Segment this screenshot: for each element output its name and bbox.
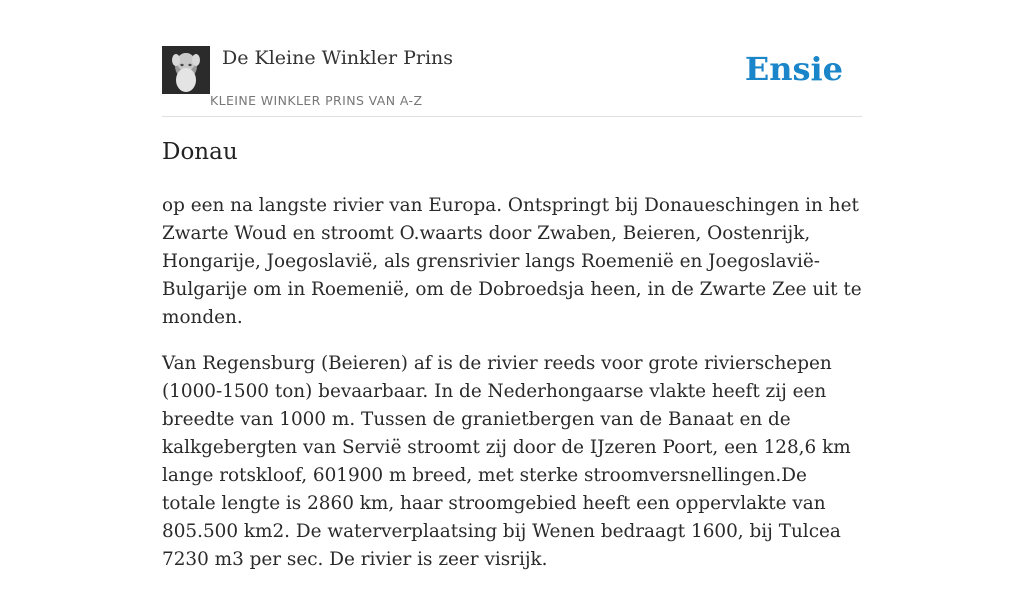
source-title[interactable]: De Kleine Winkler Prins [222,47,454,69]
ensie-logo[interactable]: Ensie [744,50,843,88]
source-subtitle[interactable]: KLEINE WINKLER PRINS VAN A-Z [210,93,423,108]
article-paragraph: Van Regensburg (Beieren) af is de rivier reeds voor grote rivierschepen (1000-1500 ton) bevaarbaar. In de Nederhongaarse vlakte heeft zij een breedte van 1000 m. Tussen de granietbergen van de Banaat en de kalkgebergten van Servië stroomt zij door de IJzeren Poort, een 128,6 km lange rotskloof, 601900 m breed, met sterke stroomversnellingen.De totale lengte is 2860 km, haar stroomgebied heeft een oppervlakte van 805.500 km2. De waterverplaatsing bij Wenen bedraagt 1600, bij Tulcea 7230 m3 per sec. De rivier is zeer visrijk. [162,353,851,570]
article-title: Donau [162,139,238,165]
article-body [162,192,866,592]
source-header [162,46,862,117]
portrait-avatar-icon[interactable] [162,46,210,94]
article-paragraph: op een na langste rivier van Europa. Ontspringt bij Donaueschingen in het Zwarte Woud en stroomt O.waarts door Zwaben, Beieren, Oostenrijk, Hongarije, Joegoslavië, als grensrivier langs Roemenië en Joegoslavië-Bulgarije om in Roemenië, om de Dobroedsja heen, in de Zwarte Zee uit te monden. [162,195,862,328]
